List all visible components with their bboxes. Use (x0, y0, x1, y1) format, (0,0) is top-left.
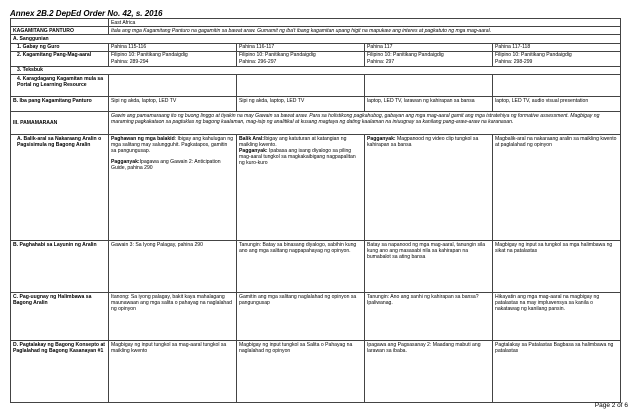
kagamitang-panturo-text: Itala ang mga Kagamitang Panturo na gagamitin sa bawat araw. Gumamit ng iba't ibang kagamitan upang higit na mapukaw ang interes at pagkatuto ng mga mag-aaral. (109, 27, 621, 35)
gabay-cell: Pahina 116-117 (237, 43, 365, 51)
gabay-cell: Pahina 115-116 (109, 43, 237, 51)
paghahabi-row (11, 241, 621, 293)
kagamitang-panturo-row (11, 27, 621, 35)
pag-uugnay-label: C. Pag-uugnay ng Halimbawa sa Bagong Aralin (11, 293, 109, 341)
pag-uugnay-cell: Itanong: Sa iyong palagay, bakit kaya mahalagang maunawaan ang mga salita o pahayag na naglalahad ng opinyon (109, 293, 237, 341)
paghahabi-cell: Magbigay ng input sa tungkol sa mga halimbawa ng sikat na patalastas (493, 241, 621, 293)
text: Ipagawa ang Gawain 2: Anticipation Guide, pahina 290 (111, 159, 221, 172)
iba-pang-cell: Sipi ng akda, laptop, LED TV (109, 97, 237, 112)
topic-label-cell (11, 19, 109, 27)
kagamitang-panturo-label: KAGAMITANG PANTURO (11, 27, 109, 35)
kagamitang-pangmag-cell (237, 51, 365, 66)
balik-aral-cell-3 (365, 135, 493, 241)
iba-pang-cell: Sipi ng akda, laptop, LED TV (237, 97, 365, 112)
gabay-cell: Pahina 117 (365, 43, 493, 51)
sanggunian-row (11, 35, 621, 43)
karagdagang-label: 4. Karagdagang Kagamitan mula sa Portal ng Learning Resource (11, 75, 109, 97)
karagdagang-row (11, 75, 621, 97)
cell-line: Pahina: 296-297 (239, 58, 277, 65)
sanggunian-label: A. Sanggunian (11, 35, 621, 43)
kagamitang-pangmag-cell (109, 51, 237, 66)
kagamitang-pangmag-cell (365, 51, 493, 66)
balik-aral-cell-1 (109, 135, 237, 241)
text: Ipabasa ang isang diyalogo sa piling mag-aaral tungkol sa magkakaibigang nagpapalitan ng kuro-kuro (239, 147, 356, 167)
lesson-plan-table (10, 18, 621, 403)
paragraph (111, 136, 234, 155)
paghahabi-cell: Tanungin: Batay sa binasang diyalogo, sabihin kung ano ang mga salitang nagpapahayag ng opinyon. (237, 241, 365, 293)
teksbuk-label: 3. Teksbuk (11, 66, 621, 74)
bold-label: Pagganyak: (111, 159, 140, 166)
paragraph (239, 148, 362, 167)
teksbuk-row (11, 66, 621, 74)
bold-label: Pagganyak: (367, 135, 396, 142)
empty-cell (493, 75, 621, 97)
cell-line: Pahina: 297 (367, 58, 395, 65)
pamamaraan-row (11, 112, 621, 135)
balik-aral-cell-4: Magbalik-aral na nakaraang aralin sa maikling kwento at paglalahad ng opinyon (493, 135, 621, 241)
empty-cell (237, 75, 365, 97)
cell-line: Filipino 10: Panitikang Pandaigdig (367, 52, 444, 59)
pag-uugnay-row (11, 293, 621, 341)
cell-line: Filipino 10: Panitikang Pandaigdig (111, 52, 188, 59)
kagamitang-pangmag-label: 2. Kagamitang Pang-Mag-aaral (11, 51, 109, 66)
topic-cell: East Africa (109, 19, 621, 27)
balik-aral-row (11, 135, 621, 241)
empty-cell (365, 75, 493, 97)
kagamitang-pangmag-cell (493, 51, 621, 66)
gabay-cell: Pahina 117-118 (493, 43, 621, 51)
cell-line: Filipino 10: Panitikang Pandaigdig (239, 52, 316, 59)
paragraph (111, 159, 234, 171)
pag-uugnay-cell: Tanungin: Ano ang sanhi ng kahirapan sa bansa? Ipaliwanag. (365, 293, 493, 341)
text: Magpanood ng video clip tungkol sa kahirapan sa bansa (367, 135, 479, 148)
text: Ibigay ang katuturan at katangian ng maikling kwento. (239, 135, 347, 148)
paragraph (367, 136, 490, 148)
pagtalakay-cell: Magbigay ng input tungkol sa Salita o Pahayag na naglalahad ng opinyon (237, 341, 365, 403)
pagtalakay-cell: Pagtalakay sa Patalastas Bagbasa sa halimbawa ng patalastas (493, 341, 621, 403)
pagtalakay-label: D. Pagtalakay ng Bagong Konsepto at Paglalahad ng Bagong Kasanayan #1 (11, 341, 109, 403)
paragraph (239, 136, 362, 148)
text: : Ibigay ang kahulugan ng mga salitang may salungguhit. Pagkatapos, gamitin sa pangungusap. (111, 135, 234, 154)
topic-row (11, 19, 621, 27)
pag-uugnay-cell: Gamitin ang mga salitang naglalahad ng opinyon sa pangungusap (237, 293, 365, 341)
cell-line: Filipino 10: Panitikang Pandaigdig (495, 52, 572, 59)
bold-label: Pagganyak: (239, 147, 268, 154)
kagamitang-pangmag-row (11, 51, 621, 66)
pagtalakay-cell: Magbigay ng input tungkol sa mag-aaral tungkol sa maikling kwento (109, 341, 237, 403)
paghahabi-cell: Batay sa napanood ng mga mag-aaral, tanungin sila kung ano ang masasabi nila sa kahirapan na bumabalot sa ating bansa (365, 241, 493, 293)
bold-label: Paghawan ng mga balakid (111, 135, 175, 142)
paghahabi-label: B. Paghahabi sa Layunin ng Aralin (11, 241, 109, 293)
pagtalakay-cell: Ipagawa ang Pagsasanay 2: Maadang mabuti ang larawan sa ibaba. (365, 341, 493, 403)
pagtalakay-row (11, 341, 621, 403)
bold-label: Balik Aral: (239, 135, 265, 142)
cell-line: Pahina: 298-299 (495, 58, 533, 65)
paghahabi-cell: Gawain 3: Sa Iyong Palagay, pahina 290 (109, 241, 237, 293)
balik-aral-cell-2 (237, 135, 365, 241)
empty-cell (109, 75, 237, 97)
gabay-label: 1. Gabay ng Guro (11, 43, 109, 51)
pamamaraan-text: Gawin ang pamamaraang ito ng buong linggo at tiyakin na may Gawain sa bawat araw. Para sa holistikong pagkahubog, gabayan ang mga mag-aaral gamit ang mga istratehiya ng formative assessment. Magbigay ng maraming pagkakataon sa pagtuklas ng bagong kaalaman, mag-isip ng analitikal at kusang magtaya ng dating kaalaman na iniuugnay sa kanilang pang-araw-araw na karanasan. (109, 112, 621, 135)
iba-pang-cell: laptop, LED TV, larawan ng kahirapan sa bansa (365, 97, 493, 112)
balik-aral-label: A. Balik-aral sa Nakaraang Aralin o Pagsisimula ng Bagong Aralin (11, 135, 109, 241)
pamamaraan-label: III. PAMAMARAAN (11, 112, 109, 135)
iba-pang-label: B. Iba pang Kagamitang Panturo (11, 97, 109, 112)
annex-header: Annex 2B.2 DepEd Order No. 42, s. 2016 (10, 9, 163, 18)
gabay-row (11, 43, 621, 51)
iba-pang-row (11, 97, 621, 112)
iba-pang-cell: laptop, LED TV, audio visual presentation (493, 97, 621, 112)
cell-line: Pahina: 289-294 (111, 58, 149, 65)
pag-uugnay-cell: Hikayatin ang mga mag-aaral na magbigay ng patalastas na may impluwensya sa kanila o nakatawag ng kanilang pansin. (493, 293, 621, 341)
page-number: Page 2 of 6 (594, 402, 628, 409)
